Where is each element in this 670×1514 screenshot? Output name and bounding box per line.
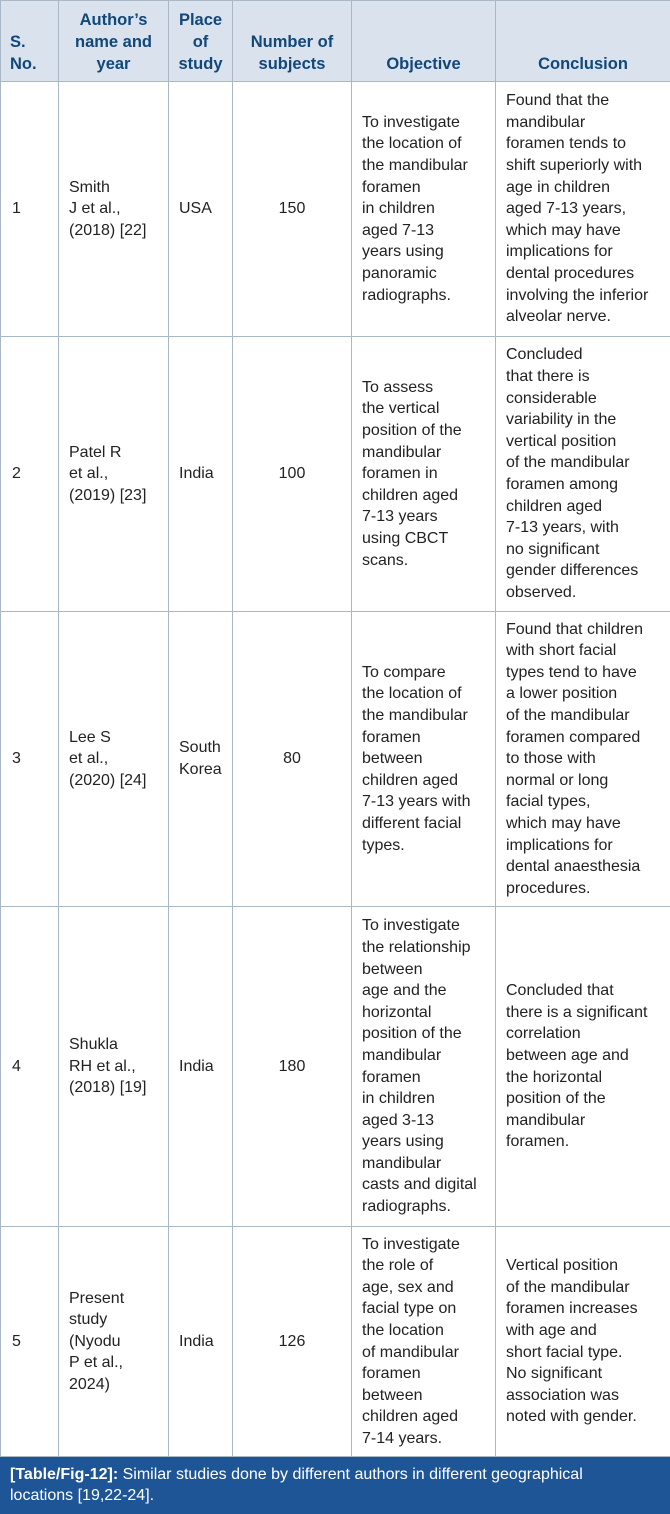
cell-line: short facial type. <box>506 1342 664 1364</box>
cell-place <box>169 907 233 1227</box>
cell-line: that there is <box>506 366 664 388</box>
cell-line: aged 3-13 <box>362 1110 489 1132</box>
cell-line: P et al., <box>69 1352 162 1374</box>
cell-subjects: 80 <box>233 612 352 907</box>
cell-line: Number of <box>238 31 346 53</box>
cell-line: different facial <box>362 813 489 835</box>
cell-line: the relationship <box>362 937 489 959</box>
cell-line: scans. <box>362 550 489 572</box>
cell-objective <box>352 82 496 337</box>
cell-line: with age and <box>506 1320 664 1342</box>
cell-line: dental anaesthesia <box>506 856 664 878</box>
cell-line: types. <box>362 835 489 857</box>
cell-line: India <box>179 1331 226 1353</box>
cell-line: between age and <box>506 1045 664 1067</box>
cell-line: (2020) [24] <box>69 770 162 792</box>
cell-conclusion <box>496 907 670 1227</box>
cell-line: association was <box>506 1385 664 1407</box>
header-conclusion <box>496 1 670 82</box>
cell-line: aged 7-13 <box>362 220 489 242</box>
cell-subjects: 126 <box>233 1227 352 1457</box>
cell-line: Place <box>174 9 227 31</box>
cell-line: of the mandibular <box>506 705 664 727</box>
cell-line: subjects <box>238 53 346 75</box>
cell-line: foramen among <box>506 474 664 496</box>
cell-line: implications for <box>506 241 664 263</box>
cell-line: no significant <box>506 539 664 561</box>
cell-sno: 4 <box>1 907 59 1227</box>
cell-line: children aged <box>362 770 489 792</box>
header-objective <box>352 1 496 82</box>
cell-line: horizontal <box>362 1002 489 1024</box>
cell-line: facial types, <box>506 791 664 813</box>
header-place <box>169 1 233 82</box>
cell-line: foramen increases <box>506 1298 664 1320</box>
cell-objective <box>352 612 496 907</box>
cell-line: there is a significant <box>506 1002 664 1024</box>
cell-line: To investigate <box>362 112 489 134</box>
cell-line: the location <box>362 1320 489 1342</box>
table-header-row <box>1 1 670 82</box>
cell-line: 7-13 years, with <box>506 517 664 539</box>
cell-author <box>59 82 169 337</box>
table-row <box>1 337 670 612</box>
cell-line: J et al., <box>69 198 162 220</box>
cell-line: foramen compared <box>506 727 664 749</box>
cell-line: foramen <box>362 1363 489 1385</box>
header-sno <box>1 1 59 82</box>
cell-line: of <box>174 31 227 53</box>
cell-line: vertical position <box>506 431 664 453</box>
header-author <box>59 1 169 82</box>
cell-line: Lee S <box>69 727 162 749</box>
cell-place <box>169 82 233 337</box>
cell-line: To compare <box>362 662 489 684</box>
cell-line: position of the <box>506 1088 664 1110</box>
cell-line: correlation <box>506 1023 664 1045</box>
table-row <box>1 1227 670 1457</box>
cell-line: children aged <box>506 496 664 518</box>
cell-line: India <box>179 463 226 485</box>
cell-line: the location of <box>362 133 489 155</box>
cell-line: 2024) <box>69 1374 162 1396</box>
cell-line: Present <box>69 1288 162 1310</box>
caption-label: [Table/Fig-12]: <box>10 1466 118 1483</box>
cell-line: the location of <box>362 683 489 705</box>
cell-line: study <box>174 53 227 75</box>
cell-objective <box>352 907 496 1227</box>
cell-line: radiographs. <box>362 285 489 307</box>
table-row <box>1 907 670 1227</box>
cell-subjects: 180 <box>233 907 352 1227</box>
cell-line: panoramic <box>362 263 489 285</box>
cell-line: Vertical position <box>506 1255 664 1277</box>
cell-conclusion <box>496 612 670 907</box>
cell-line: foramen. <box>506 1131 664 1153</box>
cell-line: which may have <box>506 220 664 242</box>
cell-line: in children <box>362 198 489 220</box>
cell-line: alveolar nerve. <box>506 306 664 328</box>
cell-conclusion <box>496 1227 670 1457</box>
cell-line: Patel R <box>69 442 162 464</box>
cell-objective <box>352 1227 496 1457</box>
cell-line: position of the <box>362 420 489 442</box>
cell-line: the mandibular <box>362 705 489 727</box>
table-row <box>1 82 670 337</box>
cell-line: dental procedures <box>506 263 664 285</box>
cell-sno: 2 <box>1 337 59 612</box>
cell-line: shift superiorly with <box>506 155 664 177</box>
cell-line: mandibular <box>362 442 489 464</box>
cell-line: facial type on <box>362 1298 489 1320</box>
cell-place <box>169 612 233 907</box>
cell-line: foramen <box>362 727 489 749</box>
cell-line: (Nyodu <box>69 1331 162 1353</box>
cell-line: Concluded <box>506 344 664 366</box>
cell-line: Found that the <box>506 90 664 112</box>
cell-line: name and <box>64 31 163 53</box>
cell-line: in children <box>362 1088 489 1110</box>
cell-line: foramen <box>362 177 489 199</box>
cell-line: aged 7-13 years, <box>506 198 664 220</box>
cell-line: observed. <box>506 582 664 604</box>
cell-line: Korea <box>179 759 226 781</box>
cell-line: of mandibular <box>362 1342 489 1364</box>
cell-line: mandibular <box>506 112 664 134</box>
cell-line: children aged <box>362 1406 489 1428</box>
cell-line: mandibular <box>362 1153 489 1175</box>
cell-line: a lower position <box>506 683 664 705</box>
figure-caption <box>0 1457 670 1514</box>
cell-line: radiographs. <box>362 1196 489 1218</box>
cell-line: Concluded that <box>506 980 664 1002</box>
cell-conclusion <box>496 337 670 612</box>
cell-line: Conclusion <box>501 53 665 75</box>
cell-line: years using <box>362 241 489 263</box>
cell-line: (2018) [22] <box>69 220 162 242</box>
cell-line: implications for <box>506 835 664 857</box>
cell-line: casts and digital <box>362 1174 489 1196</box>
cell-line: Found that children <box>506 619 664 641</box>
cell-author <box>59 907 169 1227</box>
cell-line: To investigate <box>362 1234 489 1256</box>
cell-line: South <box>179 737 226 759</box>
cell-author <box>59 337 169 612</box>
cell-line: mandibular <box>506 1110 664 1132</box>
cell-sno: 1 <box>1 82 59 337</box>
cell-line: position of the <box>362 1023 489 1045</box>
cell-line: the role of <box>362 1255 489 1277</box>
cell-subjects: 100 <box>233 337 352 612</box>
cell-line: of the mandibular <box>506 452 664 474</box>
cell-line: et al., <box>69 748 162 770</box>
cell-line: USA <box>179 198 226 220</box>
cell-line: 7-13 years with <box>362 791 489 813</box>
cell-line: children aged <box>362 485 489 507</box>
cell-line: (2019) [23] <box>69 485 162 507</box>
cell-line: the vertical <box>362 398 489 420</box>
cell-line: No significant <box>506 1363 664 1385</box>
cell-line: noted with gender. <box>506 1406 664 1428</box>
cell-line: foramen in <box>362 463 489 485</box>
cell-line: variability in the <box>506 409 664 431</box>
cell-line: between <box>362 959 489 981</box>
cell-line: types tend to have <box>506 662 664 684</box>
cell-line: normal or long <box>506 770 664 792</box>
cell-line: 7-13 years <box>362 506 489 528</box>
cell-line: foramen <box>362 1067 489 1089</box>
cell-line: between <box>362 1385 489 1407</box>
cell-place <box>169 337 233 612</box>
cell-line: 7-14 years. <box>362 1428 489 1450</box>
cell-line: considerable <box>506 388 664 410</box>
cell-line: foramen tends to <box>506 133 664 155</box>
cell-line: procedures. <box>506 878 664 900</box>
cell-line: using CBCT <box>362 528 489 550</box>
cell-line: age, sex and <box>362 1277 489 1299</box>
cell-author <box>59 1227 169 1457</box>
cell-sno: 5 <box>1 1227 59 1457</box>
cell-line: gender differences <box>506 560 664 582</box>
cell-line: age and the <box>362 980 489 1002</box>
cell-subjects: 150 <box>233 82 352 337</box>
cell-line: the mandibular <box>362 155 489 177</box>
cell-objective <box>352 337 496 612</box>
cell-line: No. <box>10 53 53 75</box>
cell-line: Objective <box>357 53 490 75</box>
cell-line: RH et al., <box>69 1056 162 1078</box>
cell-line: Shukla <box>69 1034 162 1056</box>
cell-line: (2018) [19] <box>69 1077 162 1099</box>
cell-line: the horizontal <box>506 1067 664 1089</box>
cell-author <box>59 612 169 907</box>
header-subjects <box>233 1 352 82</box>
cell-line: years using <box>362 1131 489 1153</box>
cell-line: India <box>179 1056 226 1078</box>
cell-line: mandibular <box>362 1045 489 1067</box>
cell-line: Smith <box>69 177 162 199</box>
cell-line: between <box>362 748 489 770</box>
cell-line: to those with <box>506 748 664 770</box>
cell-conclusion <box>496 82 670 337</box>
cell-line: which may have <box>506 813 664 835</box>
cell-line: et al., <box>69 463 162 485</box>
cell-line: year <box>64 53 163 75</box>
cell-line: involving the inferior <box>506 285 664 307</box>
caption-line: locations [19,22-24]. <box>10 1487 154 1504</box>
table-row <box>1 612 670 907</box>
caption-line: Similar studies done by different authors in different geographical <box>123 1466 583 1483</box>
cell-line: of the mandibular <box>506 1277 664 1299</box>
cell-line: S. <box>10 31 53 53</box>
cell-place <box>169 1227 233 1457</box>
cell-line: To assess <box>362 377 489 399</box>
cell-line: Author’s <box>64 9 163 31</box>
cell-line: To investigate <box>362 915 489 937</box>
cell-line: study <box>69 1309 162 1331</box>
cell-sno: 3 <box>1 612 59 907</box>
cell-line: age in children <box>506 177 664 199</box>
cell-line: with short facial <box>506 640 664 662</box>
